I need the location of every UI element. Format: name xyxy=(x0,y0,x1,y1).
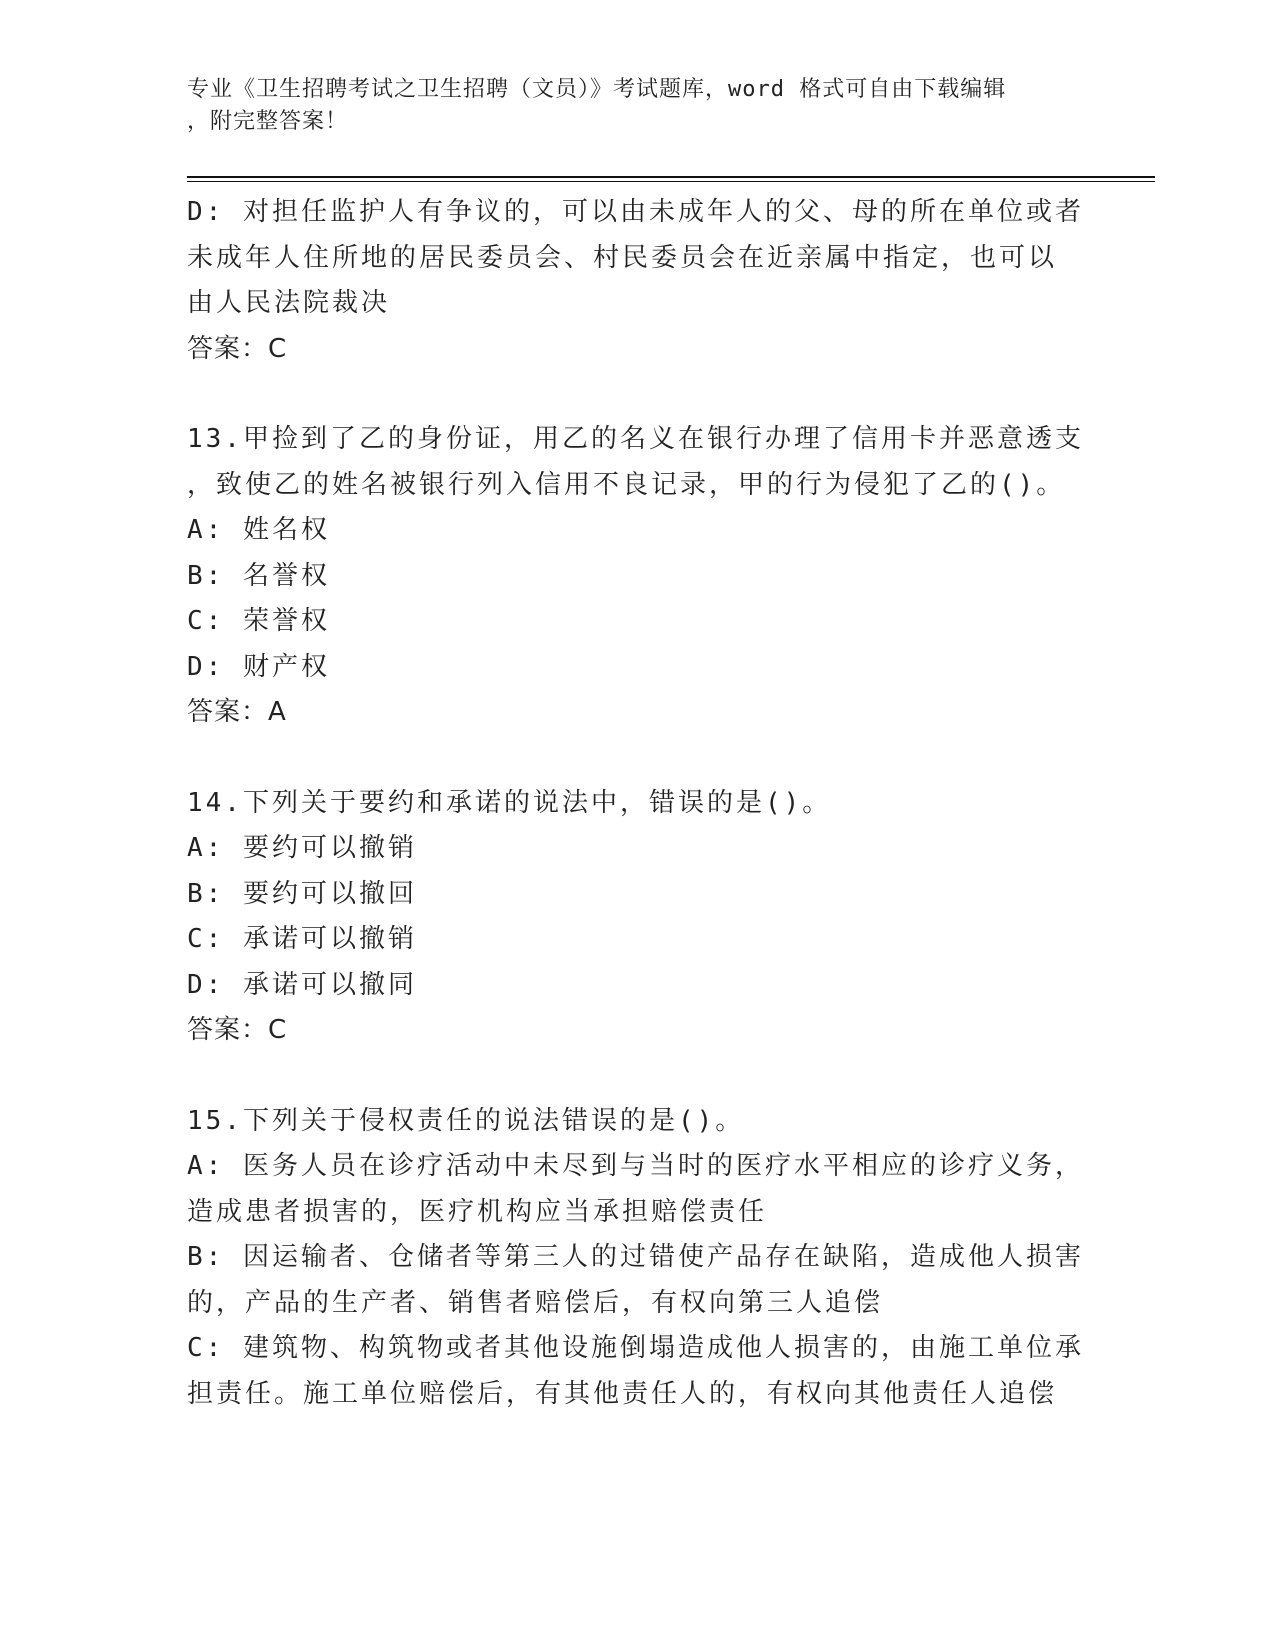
option-c: C: 承诺可以撤销 xyxy=(187,924,417,954)
question-stem: 14.下列关于要约和承诺的说法中，错误的是()。 xyxy=(187,787,832,818)
question-15 xyxy=(187,1099,1087,1418)
question-13 xyxy=(187,417,1087,736)
option-a-line-1: A: 医务人员在诊疗活动中未尽到与当时的医疗水平相应的诊疗义务， xyxy=(187,1151,1084,1181)
header-line-2: ，附完整答案！ xyxy=(187,109,349,134)
question-stem-line-1: 13.甲捡到了乙的身份证，用乙的名义在银行办理了信用卡并恶意透支 xyxy=(187,424,1084,454)
question-stem-line-2: ，致使乙的姓名被银行列入信用不良记录，甲的行为侵犯了乙的()。 xyxy=(187,469,1066,500)
header-divider-thin xyxy=(187,181,1155,182)
option-b: B: 要约可以撤回 xyxy=(187,878,417,909)
option-c-line-1: C: 建筑物、构筑物或者其他设施倒塌造成他人损害的，由施工单位承 xyxy=(187,1333,1084,1363)
option-d: D: 承诺可以撤同 xyxy=(187,969,417,1000)
option-b-line-2: 的，产品的生产者、销售者赔偿后，有权向第三人追偿 xyxy=(187,1287,884,1318)
option-d: D: 财产权 xyxy=(187,651,330,682)
question-stem: 15.下列关于侵权责任的说法错误的是()。 xyxy=(187,1105,745,1136)
document-header xyxy=(187,74,1067,138)
option-d-line-3: 由人民法院裁决 xyxy=(187,288,391,318)
header-divider-thick xyxy=(187,176,1155,178)
option-c: C: 荣誉权 xyxy=(187,606,330,636)
question-12-tail xyxy=(187,190,1087,372)
answer-label: 答案：A xyxy=(187,697,287,727)
spacer xyxy=(187,1054,1087,1099)
option-c-line-2: 担责任。施工单位赔偿后，有其他责任人的，有权向其他责任人追偿 xyxy=(187,1378,1058,1409)
spacer xyxy=(187,372,1087,417)
option-b: B: 名誉权 xyxy=(187,560,330,591)
option-b-line-1: B: 因运输者、仓储者等第三人的过错使产品存在缺陷，造成他人损害 xyxy=(187,1242,1084,1272)
question-14 xyxy=(187,781,1087,1054)
answer-label: 答案：C xyxy=(187,1015,288,1045)
option-a: A: 要约可以撤销 xyxy=(187,833,417,863)
option-a-line-2: 造成患者损害的，医疗机构应当承担赔偿责任 xyxy=(187,1196,768,1227)
option-d-line-2: 未成年人住所地的居民委员会、村民委员会在近亲属中指定，也可以 xyxy=(187,242,1058,273)
spacer xyxy=(187,736,1087,781)
option-d-line-1: D: 对担任监护人有争议的，可以由未成年人的父、母的所在单位或者 xyxy=(187,197,1084,227)
header-line-1: 专业《卫生招聘考试之卫生招聘（文员）》考试题库，word 格式可自由下载编辑 xyxy=(187,77,1007,102)
option-a: A: 姓名权 xyxy=(187,515,330,545)
answer-label: 答案：C xyxy=(187,333,288,364)
question-content xyxy=(187,190,1087,1417)
